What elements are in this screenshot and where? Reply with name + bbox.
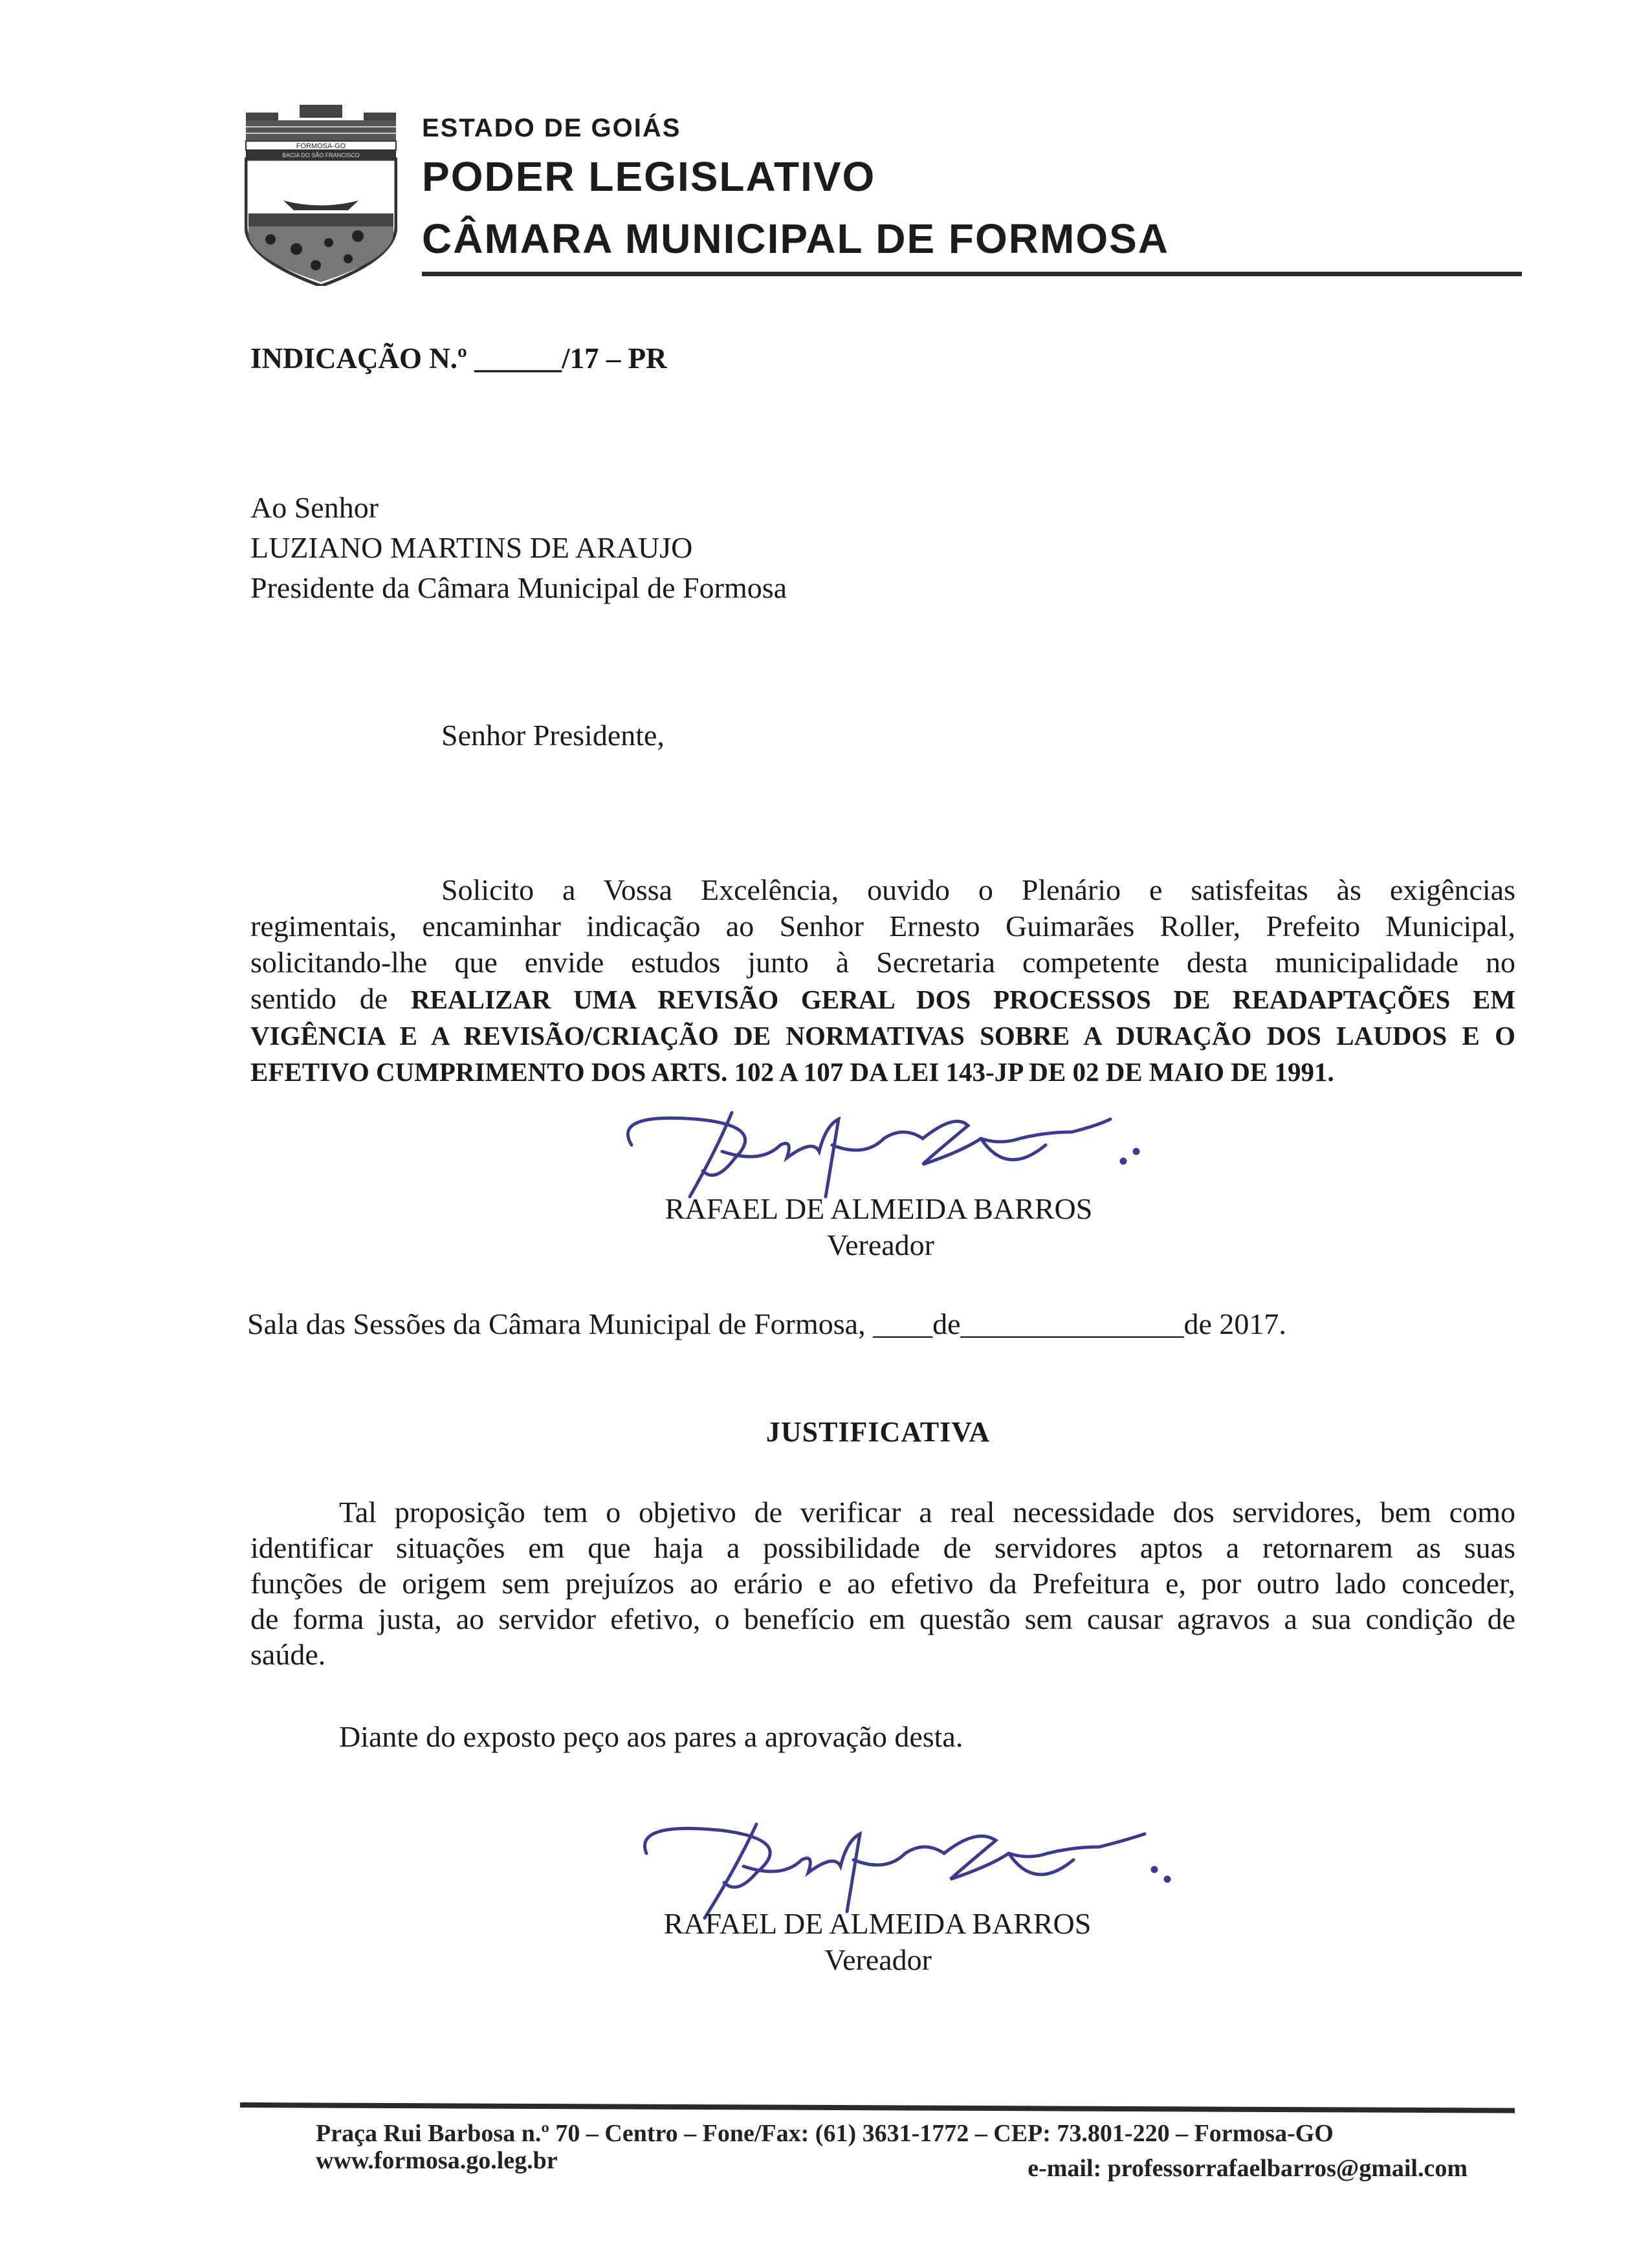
justification-line: identificar situações em que haja a possibilidade de servidores aptos a retornarem as suas — [250, 1531, 1515, 1564]
header-divider — [422, 272, 1522, 276]
justification-paragraph — [250, 1494, 1515, 1672]
addressee-salutation: Ao Senhor — [250, 491, 379, 524]
footer-divider — [240, 2102, 1515, 2113]
justification-title: JUSTIFICATIVA — [765, 1416, 991, 1448]
header-state: ESTADO DE GOIÁS — [422, 114, 681, 142]
justification-line: Tal proposição tem o objetivo de verificar a real necessidade dos servidores, bem como — [339, 1496, 1515, 1529]
body-line: Solicito a Vossa Excelência, ouvido o Plenário e satisfeitas às exigências — [441, 873, 1515, 906]
header-chamber: CÂMARA MUNICIPAL DE FORMOSA — [422, 215, 1169, 262]
greeting: Senhor Presidente, — [441, 719, 665, 752]
body-bold-text: REALIZAR UMA REVISÃO GERAL DOS PROCESSOS DE READAPTAÇÕES EM — [411, 985, 1516, 1014]
addressee-role: Presidente da Câmara Municipal de Formosa — [250, 571, 787, 604]
municipal-crest — [245, 104, 397, 286]
footer-website: www.formosa.go.leg.br — [316, 2147, 558, 2174]
signer-title: Vereador — [826, 1228, 935, 1261]
indicacao-blank: ______ — [474, 342, 562, 375]
body-line: regimentais, encaminhar indicação ao Senhor Ernesto Guimarães Roller, Prefeito Municipal, — [250, 910, 1515, 943]
indicacao-label: INDICAÇÃO N.º — [250, 342, 467, 375]
session-date-line: Sala das Sessões da Câmara Municipal de Formosa, ____de_______________de 2017. — [247, 1307, 1286, 1340]
justification-line: funções de origem sem prejuízos ao erário e ao efetivo da Prefeitura e, por outro lado conceder, — [250, 1567, 1515, 1600]
crest-band-label: BACIA DO SÃO FRANCISCO — [282, 152, 360, 158]
signer-name: RAFAEL DE ALMEIDA BARROS — [665, 1192, 1093, 1225]
indicacao-number — [250, 342, 667, 375]
footer-email: e-mail: professorrafaelbarros@gmail.com — [1028, 2155, 1468, 2182]
footer-address: Praça Rui Barbosa n.º 70 – Centro – Fone/Fax: (61) 3631-1772 – CEP: 73.801-220 – Formosa-GO — [316, 2120, 1334, 2147]
header-power: PODER LEGISLATIVO — [422, 153, 876, 200]
body-line — [250, 981, 1515, 1018]
signer-name: RAFAEL DE ALMEIDA BARROS — [663, 1907, 1092, 1940]
addressee-name: LUZIANO MARTINS DE ARAUJO — [250, 531, 693, 564]
body-bold-line: VIGÊNCIA E A REVISÃO/CRIAÇÃO DE NORMATIVAS SOBRE A DURAÇÃO DOS LAUDOS E O — [250, 1021, 1515, 1051]
body-bold-line: EFETIVO CUMPRIMENTO DOS ARTS. 102 A 107 DA LEI 143-JP DE 02 DE MAIO DE 1991. — [250, 1057, 1334, 1087]
justification-line: saúde. — [250, 1638, 326, 1671]
indicacao-suffix: /17 – PR — [562, 342, 667, 375]
closing-line: Diante do exposto peço aos pares a aprovação desta. — [339, 1720, 963, 1753]
body-line-prefix: sentido de — [250, 982, 388, 1015]
request-paragraph — [250, 872, 1515, 1090]
signer-title: Vereador — [824, 1943, 932, 1976]
crest-label: FORMOSA-GO — [296, 142, 346, 150]
body-line: solicitando-lhe que envide estudos junto à Secretaria competente desta municipalidade no — [250, 946, 1515, 979]
justification-line: de forma justa, ao servidor efetivo, o benefício em questão sem causar agravos a sua condição de — [250, 1602, 1515, 1635]
